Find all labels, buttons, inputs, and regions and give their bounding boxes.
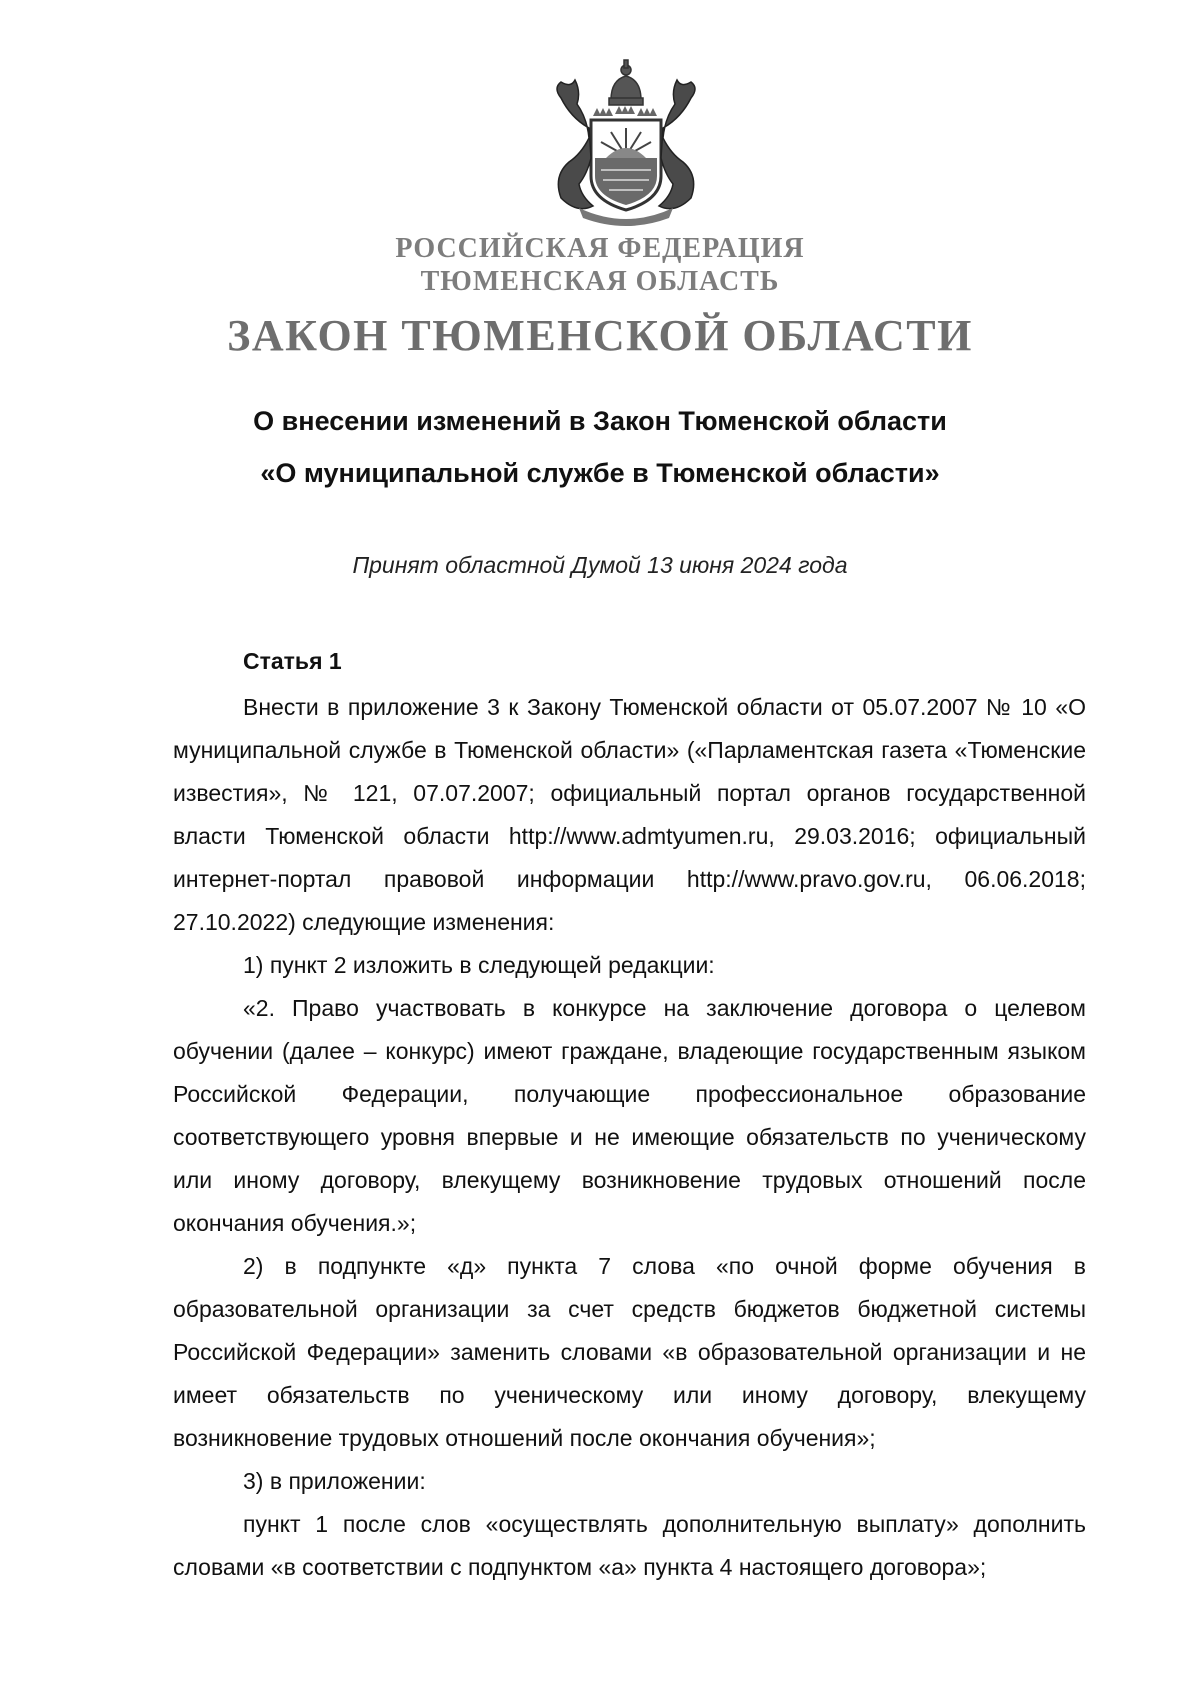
coat-of-arms-icon — [531, 58, 721, 228]
article-heading: Статья 1 — [243, 648, 342, 674]
law-title-line-1: О внесении изменений в Закон Тюменской области — [253, 406, 947, 436]
paragraph: «2. Право участвовать в конкурсе на заключение договора о целевом обучении (далее – конкурс) имеют граждане, владеющие государственным языком Российской Федерации, получающие профессиональное образование соответствующего уровня впервые и не имеющие обязательств по ученическому или иному договору, влекущему возникновение трудовых отношений после окончания обучения.»; — [173, 995, 1086, 1236]
document-type: ЗАКОН ТЮМЕНСКОЙ ОБЛАСТИ — [227, 311, 973, 360]
paragraph: 3) в приложении: — [243, 1468, 426, 1494]
country-name: РОССИЙСКАЯ ФЕДЕРАЦИЯ — [395, 233, 805, 264]
paragraph: пункт 1 после слов «осуществлять дополнительную выплату» дополнить словами «в соответствии с подпунктом «а» пункта 4 настоящего договора»; — [173, 1511, 1086, 1580]
article-body — [173, 686, 1086, 1589]
region-name: ТЮМЕНСКАЯ ОБЛАСТЬ — [420, 266, 780, 297]
paragraph: 1) пункт 2 изложить в следующей редакции: — [243, 952, 715, 978]
paragraph: 2) в подпункте «д» пункта 7 слова «по очной форме обучения в образовательной организации за счет средств бюджетов бюджетной системы Российской Федерации» заменить словами «в образовательной организации и не имеет обязательств по ученическому или иному договору, влекущему возникновение трудовых отношений после окончания обучения»; — [173, 1253, 1086, 1451]
paragraph: Внести в приложение 3 к Закону Тюменской области от 05.07.2007 № 10 «О муниципальной службе в Тюменской области» («Парламентская газета «Тюменские известия», № 121, 07.07.2007; официальный портал органов государственной власти Тюменской области http://www.admtyumen.ru, 29.03.2016; официальный интернет-портал правовой информации http://www.pravo.gov.ru, 06.06.2018; 27.10.2022) следующие изменения: — [173, 694, 1086, 935]
law-title-line-2: «О муниципальной службе в Тюменской области» — [260, 458, 940, 488]
adoption-note: Принят областной Думой 13 июня 2024 года — [352, 552, 848, 578]
